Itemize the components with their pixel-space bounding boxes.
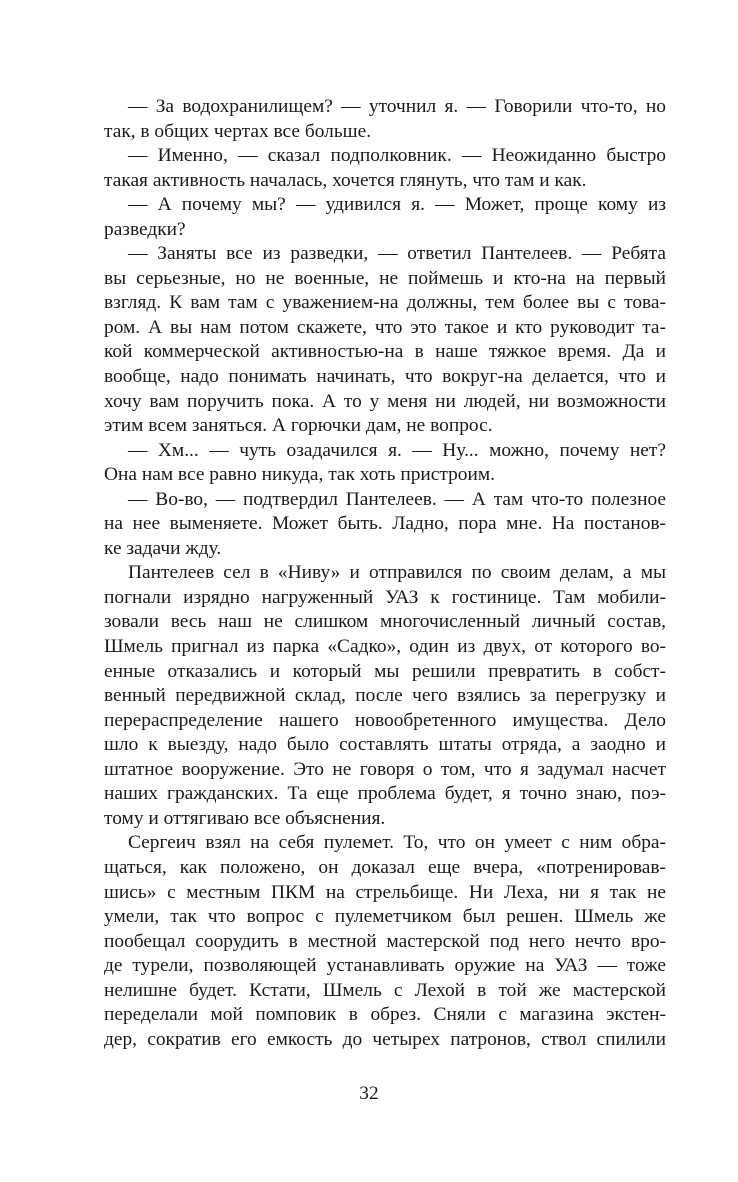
- text-line: пообещал соорудить в местной мастерской под него нечто вро-: [104, 930, 666, 952]
- text-line: погнали изрядно нагруженный УАЗ к гостинице. Там мобили-: [104, 586, 666, 608]
- text-line: Она нам все равно никуда, так хоть пристроим.: [104, 464, 495, 486]
- text-line: умели, так что вопрос с пулеметчиком был решен. Шмель же: [104, 906, 666, 928]
- text-line: так, в общих чертах все больше.: [104, 120, 372, 142]
- text-line: разведки?: [104, 218, 186, 240]
- text-line: шись» с местным ПКМ на стрельбище. Ни Леха, ни я так не: [104, 881, 666, 903]
- text-line: взгляд. К вам там с уважением-на должны, тем более вы с това-: [104, 292, 666, 314]
- text-line: этим всем заняться. А горючки дам, не вопрос.: [104, 415, 493, 437]
- text-line: — Именно, — сказал подполковник. — Неожиданно быстро: [128, 145, 666, 167]
- text-line: кой коммерческой активностью-на в наше тяжкое время. Да и: [104, 341, 666, 363]
- text-line: де турели, позволяющей устанавливать оружие на УАЗ — тоже: [104, 955, 666, 977]
- text-line: енные отказались и который мы решили превратить в собст-: [104, 660, 666, 682]
- text-line: — Во-во, — подтвердил Пантелеев. — А там что-то полезное: [128, 488, 666, 510]
- body-text: [104, 95, 666, 1052]
- text-line: переделали мой помповик в обрез. Сняли с магазина экстен-: [104, 1004, 666, 1026]
- text-line: — Хм... — чуть озадачился я. — Ну... можно, почему нет?: [128, 439, 666, 461]
- text-line: — За водохранилищем? — уточнил я. — Говорили что-то, но: [128, 96, 666, 117]
- text-line: тому и оттягиваю все объяснения.: [104, 807, 386, 829]
- text-line: Шмель пригнал из парка «Садко», один из двух, от которого во-: [104, 636, 666, 658]
- page-number: 32: [359, 1083, 379, 1104]
- text-line: на нее выменяете. Может быть. Ладно, пора мне. На постанов-: [104, 513, 666, 535]
- text-line: штатное вооружение. Это не говоря о том, что я задумал насчет: [104, 758, 666, 780]
- text-line: дер, сократив его емкость до четырех патронов, ствол спилили: [104, 1028, 666, 1050]
- text-line: — Заняты все из разведки, — ответил Пантелеев. — Ребята: [128, 243, 666, 265]
- text-line: перераспределение нашего новообретенного имущества. Дело: [104, 709, 666, 731]
- text-line: венный передвижной склад, после чего взялись за перегрузку и: [104, 685, 666, 707]
- text-line: шло к выезду, надо было составлять штаты отряда, а заодно и: [104, 734, 666, 756]
- text-line: хочу вам поручить пока. А то у меня ни людей, ни возможности: [104, 390, 666, 412]
- text-line: наших гражданских. Та еще проблема будет, я точно знаю, поэ-: [104, 783, 666, 805]
- text-line: ке задачи жду.: [104, 537, 222, 559]
- text-line: щаться, как положено, он доказал еще вчера, «потренировав-: [104, 856, 666, 878]
- text-line: Сергеич взял на себя пулемет. То, что он умеет с ним обра-: [128, 832, 666, 854]
- text-line: — А почему мы? — удивился я. — Может, проще кому из: [128, 194, 666, 216]
- text-line: такая активность началась, хочется глянуть, что там и как.: [104, 169, 587, 191]
- text-line: зовали весь наш не слишком многочисленный личный состав,: [104, 611, 666, 633]
- text-line: вы серьезные, но не военные, не поймешь и кто-на на первый: [104, 267, 666, 289]
- text-line: Пантелеев сел в «Ниву» и отправился по своим делам, а мы: [128, 562, 666, 584]
- text-line: ром. А вы нам потом скажете, что это такое и кто руководит та-: [104, 316, 666, 338]
- text-line: вообще, надо понимать начинать, что вокруг-на делается, что и: [104, 366, 666, 388]
- text-line: нелишне будет. Кстати, Шмель с Лехой в той же мастерской: [104, 979, 666, 1001]
